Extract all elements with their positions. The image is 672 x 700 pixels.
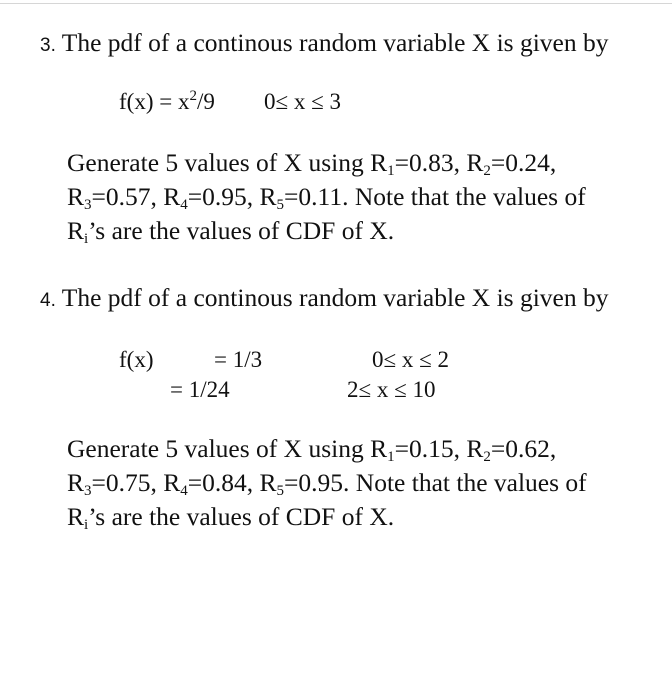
- formula-lhs: f(x): [119, 347, 154, 372]
- subscript: 1: [387, 449, 395, 465]
- subscript: 2: [483, 449, 491, 465]
- text-segment: =0.57, R: [91, 182, 181, 211]
- problem-4-piece-2-range: [347, 374, 436, 405]
- problem-4-piece-1-value: [214, 344, 262, 375]
- problem-4-number: 4.: [40, 290, 56, 311]
- subscript: 3: [84, 483, 92, 499]
- problem-4-text-line-3: [67, 502, 394, 532]
- problem-4-text-line-2: [67, 468, 587, 498]
- problem-4-pdf-lhs: [119, 344, 153, 375]
- subscript: 3: [84, 197, 92, 213]
- text-segment: =0.62,: [490, 434, 557, 463]
- formula-lhs: f(x) = x: [119, 89, 190, 114]
- subscript: 5: [276, 197, 285, 213]
- problem-4-statement: The pdf of a continous random variable X is given by: [61, 283, 609, 312]
- text-segment: =0.84, R: [187, 468, 277, 497]
- subscript: 4: [180, 483, 188, 499]
- subscript: i: [84, 231, 89, 247]
- piece-value: = 1/24: [170, 377, 230, 402]
- subscript: 1: [387, 163, 395, 179]
- text-segment: ’s are the values of CDF of X.: [88, 216, 395, 245]
- piece-range: 2≤ x ≤ 10: [347, 377, 436, 402]
- problem-3-header: [40, 28, 608, 61]
- problem-3-pdf-range: [264, 86, 341, 117]
- text-segment: =0.15, R: [394, 434, 484, 463]
- text-segment: =0.24,: [490, 148, 557, 177]
- problem-3-text-line-2: [67, 182, 586, 212]
- text-segment: =0.95. Note that the values of: [284, 468, 587, 497]
- problem-4-piece-2-value: [170, 374, 230, 405]
- text-segment: =0.95, R: [187, 182, 277, 211]
- subscript: i: [84, 517, 89, 533]
- formula-exponent: 2: [189, 88, 197, 104]
- text-segment: ’s are the values of CDF of X.: [88, 502, 395, 531]
- subscript: 4: [180, 197, 188, 213]
- piece-value: = 1/3: [214, 347, 263, 372]
- problem-4-text-line-1: [67, 434, 556, 464]
- problem-3-number: 3.: [40, 35, 56, 56]
- problem-3-text-line-1: [67, 148, 556, 178]
- top-divider: [0, 3, 672, 4]
- formula-range: 0≤ x ≤ 3: [264, 89, 341, 114]
- problem-4-piece-1-range: [372, 344, 449, 375]
- text-segment: Generate 5 values of X using R: [67, 434, 388, 463]
- subscript: 2: [483, 163, 491, 179]
- text-segment: =0.11. Note that the values of: [284, 182, 586, 211]
- subscript: 5: [276, 483, 285, 499]
- text-segment: R: [67, 216, 85, 245]
- piece-range: 0≤ x ≤ 2: [372, 347, 449, 372]
- text-segment: R: [67, 468, 85, 497]
- text-segment: Generate 5 values of X using R: [67, 148, 388, 177]
- text-segment: R: [67, 182, 85, 211]
- problem-3-statement: The pdf of a continous random variable X is given by: [61, 28, 609, 57]
- text-segment: =0.75, R: [91, 468, 181, 497]
- text-segment: =0.83, R: [394, 148, 484, 177]
- text-segment: R: [67, 502, 85, 531]
- problem-4-header: [40, 283, 608, 316]
- formula-rhs: /9: [196, 89, 215, 114]
- problem-3-text-line-3: [67, 216, 394, 246]
- problem-3-pdf-formula: [119, 86, 215, 117]
